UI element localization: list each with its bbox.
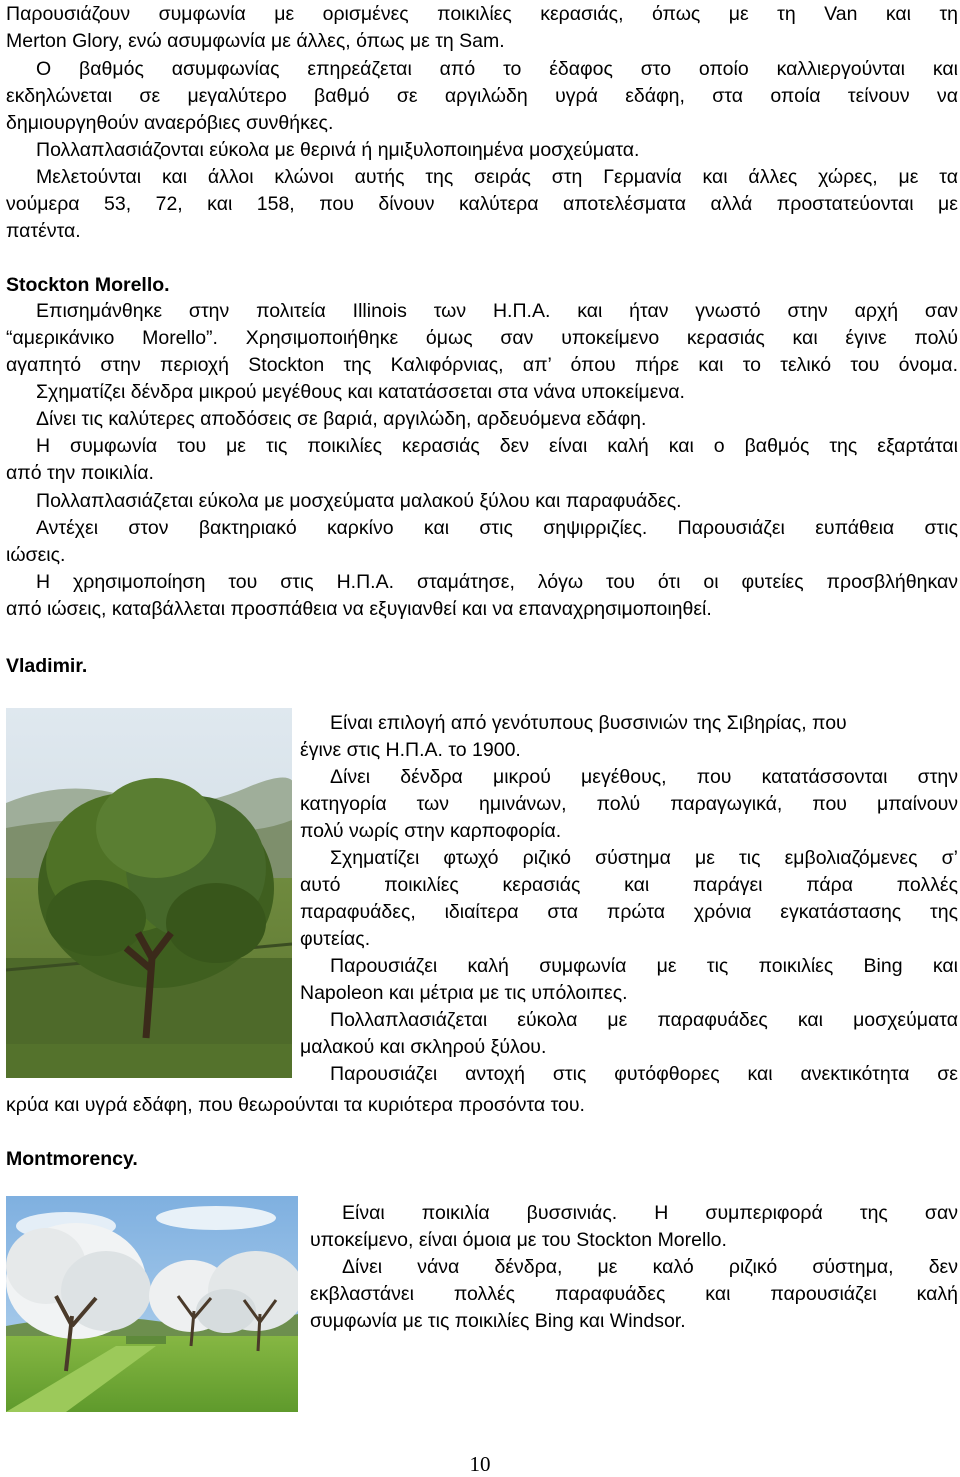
paragraph-line: εκβλαστάνει πολλές παραφυάδες και παρουσιάζει καλή — [310, 1283, 958, 1305]
page-number: 10 — [469, 1452, 491, 1476]
paragraph-line: Μελετούνται και άλλοι κλώνοι αυτής της σειράς στη Γερμανία και άλλες χώρες, με τα — [36, 166, 958, 188]
paragraph-line: από ιώσεις, καταβάλλεται προσπάθεια να εξυγιανθεί και να επαναχρησιμοποιηθεί. — [6, 598, 712, 620]
paragraph-line: “αμερικάνικο Morello”. Χρησιμοποιήθηκε όμως σαν υποκείμενο κερασιάς και έγινε πολύ — [6, 327, 958, 349]
paragraph-line: Είναι επιλογή από γενότυπους βυσσινιών της Σιβηρίας, που — [330, 712, 847, 734]
montmorency-orchard-photo — [6, 1196, 298, 1412]
paragraph-line: πολύ νωρίς στην καρποφορία. — [300, 820, 562, 842]
paragraph-line: Δίνει τις καλύτερες αποδόσεις σε βαριά, αργιλώδη, αρδευόμενα εδάφη. — [36, 408, 647, 430]
paragraph-line: Η συμφωνία του με τις ποικιλίες κερασιάς δεν είναι καλή και ο βαθμός της εξαρτάται — [36, 435, 958, 457]
paragraph-line: Παρουσιάζει αντοχή στις φυτόφθορες και ανεκτικότητα σε — [330, 1063, 958, 1085]
paragraph-line: Σχηματίζει φτωχό ριζικό σύστημα με τις εμβολιαζόμενες σ’ — [330, 847, 958, 869]
paragraph-line: Η χρησιμοποίηση του στις Η.Π.Α. σταμάτησε, λόγω του ότι οι φυτείες προσβλήθηκαν — [36, 571, 958, 593]
paragraph-line: συμφωνία με τις ποικιλίες Bing και Windsor. — [310, 1310, 686, 1332]
vladimir-tree-photo — [6, 708, 292, 1078]
paragraph-line: Πολλαπλασιάζεται εύκολα με παραφυάδες και μοσχεύματα — [330, 1009, 958, 1031]
paragraph-line: Σχηματίζει δένδρα μικρού μεγέθους και κατατάσσεται στα νάνα υποκείμενα. — [36, 381, 685, 403]
paragraph-line: δημιουργηθούν αναερόβιες συνθήκες. — [6, 112, 334, 134]
paragraph-line: Δίνει δένδρα μικρού μεγέθους, που κατατάσσονται στην — [330, 766, 958, 788]
paragraph-line: Ο βαθμός ασυμφωνίας επηρεάζεται από το έδαφος στο οποίο καλλιεργούνται και — [36, 58, 958, 80]
paragraph-line: Napoleon και μέτρια με τις υπόλοιπες. — [300, 982, 628, 1004]
section-heading-stockton: Stockton Morello. — [6, 274, 170, 296]
paragraph-line: Επισημάνθηκε στην πολιτεία Illinois των Η.Π.Α. και ήταν γνωστό στην αρχή σαν — [36, 300, 958, 322]
paragraph-line: πατέντα. — [6, 220, 81, 242]
paragraph-line: κρύα και υγρά εδάφη, που θεωρούνται τα κυριότερα προσόντα του. — [6, 1094, 585, 1116]
paragraph-line: Παρουσιάζουν συμφωνία με ορισμένες ποικιλίες κερασιάς, όπως με τη Van και τη — [6, 3, 958, 25]
paragraph-line: από την ποικιλία. — [6, 462, 154, 484]
paragraph-line: Αντέχει στον βακτηριακό καρκίνο και στις σηψιρριζίες. Παρουσιάζει ευπάθεια στις — [36, 517, 958, 539]
section-heading-vladimir: Vladimir. — [6, 655, 88, 677]
paragraph-line: Δίνει νάνα δένδρα, με καλό ριζικό σύστημα, δεν — [342, 1256, 958, 1278]
paragraph-line: φυτείας. — [300, 928, 371, 950]
paragraph-line: Παρουσιάζει καλή συμφωνία με τις ποικιλίες Bing και — [330, 955, 958, 977]
paragraph-line: Merton Glory, ενώ ασυμφωνία με άλλες, όπως με τη Sam. — [6, 30, 505, 52]
paragraph-line: Είναι ποικιλία βυσσινιάς. Η συμπεριφορά της σαν — [342, 1202, 958, 1224]
paragraph-line: Πολλαπλασιάζεται εύκολα με μοσχεύματα μαλακού ξύλου και παραφυάδες. — [36, 490, 682, 512]
paragraph-line: ιώσεις. — [6, 544, 66, 566]
paragraph-line: μαλακού και σκληρού ξύλου. — [300, 1036, 547, 1058]
paragraph-line: έγινε στις Η.Π.Α. το 1900. — [300, 739, 521, 761]
paragraph-line: παραφυάδες, ιδιαίτερα στα πρώτα χρόνια εγκατάστασης της — [300, 901, 958, 923]
paragraph-line: Πολλαπλασιάζονται εύκολα με θερινά ή ημιξυλοποιημένα μοσχεύματα. — [36, 139, 640, 161]
paragraph-line: υποκείμενο, είναι όμοια με του Stockton Morello. — [310, 1229, 727, 1251]
paragraph-line: αυτό ποικιλίες κερασιάς και παράγει πάρα πολλές — [300, 874, 958, 896]
paragraph-line: αγαπητό στην περιοχή Stockton της Καλιφόρνιας, απ’ όπου πήρε και το τελικό του όνομα. — [6, 354, 958, 376]
section-heading-montmorency: Montmorency. — [6, 1148, 138, 1170]
paragraph-line: νούμερα 53, 72, και 158, που δίνουν καλύτερα αποτελέσματα αλλά προστατεύονται με — [6, 193, 958, 215]
paragraph-line: κατηγορία των ημινάνων, πολύ παραγωγικά, που μπαίνουν — [300, 793, 958, 815]
paragraph-line: εκδηλώνεται σε μεγαλύτερο βαθμό σε αργιλώδη υγρά εδάφη, στα οποία τείνουν να — [6, 85, 958, 107]
